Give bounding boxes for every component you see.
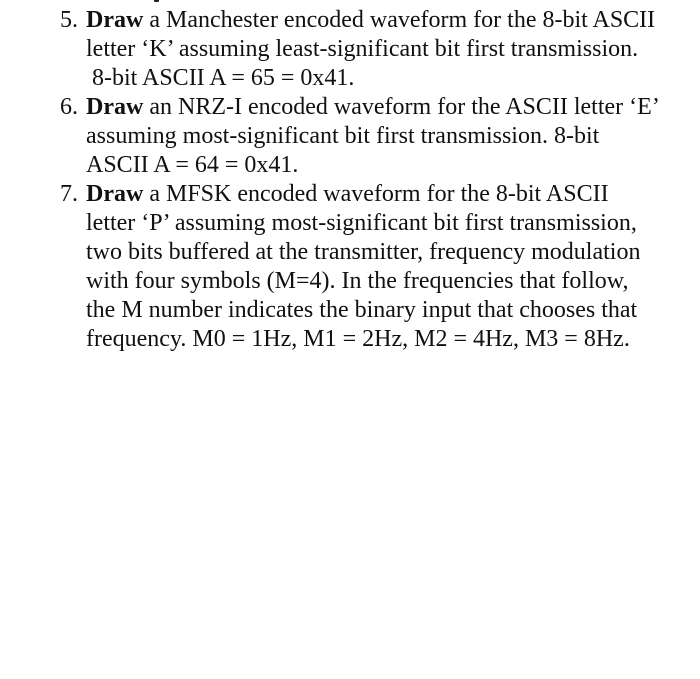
question-item-5 xyxy=(60,6,685,93)
question-line: frequency. M0 = 1Hz, M1 = 2Hz, M2 = 4Hz, M3 = 8Hz. xyxy=(86,326,630,352)
question-number: 7. xyxy=(60,181,78,207)
question-item-7 xyxy=(60,180,685,354)
question-text xyxy=(86,6,685,93)
question-line: letter ‘P’ assuming most-significant bit first transmission, xyxy=(86,210,637,236)
question-line xyxy=(86,93,685,122)
question-line xyxy=(86,6,685,35)
question-line: ASCII A = 64 = 0x41. xyxy=(86,152,299,178)
question-verb: Draw xyxy=(86,181,144,207)
question-text xyxy=(86,180,685,354)
question-line: the M number indicates the binary input that chooses that xyxy=(86,297,638,323)
question-line: two bits buffered at the transmitter, frequency modulation xyxy=(86,239,641,265)
question-text xyxy=(86,93,685,180)
question-line-text: a Manchester encoded waveform for the 8-bit ASCII xyxy=(143,7,656,33)
question-line: assuming most-significant bit first transmission. 8-bit xyxy=(86,123,600,149)
question-line-text: a MFSK encoded waveform for the 8-bit ASCII xyxy=(143,181,609,207)
cropped-text-fragment xyxy=(154,0,159,2)
question-line: with four symbols (M=4). In the frequencies that follow, xyxy=(86,268,629,294)
question-verb: Draw xyxy=(86,7,144,33)
question-number: 5. xyxy=(60,7,78,33)
question-line-text: an NRZ-I encoded waveform for the ASCII letter ‘E’ xyxy=(143,94,660,120)
question-item-6 xyxy=(60,93,685,180)
question-line: 8-bit ASCII A = 65 = 0x41. xyxy=(92,65,355,91)
question-line xyxy=(86,180,685,209)
question-verb: Draw xyxy=(86,94,144,120)
question-number: 6. xyxy=(60,94,78,120)
question-list xyxy=(60,6,685,354)
question-line: letter ‘K’ assuming least-significant bit first transmission. xyxy=(86,36,639,62)
